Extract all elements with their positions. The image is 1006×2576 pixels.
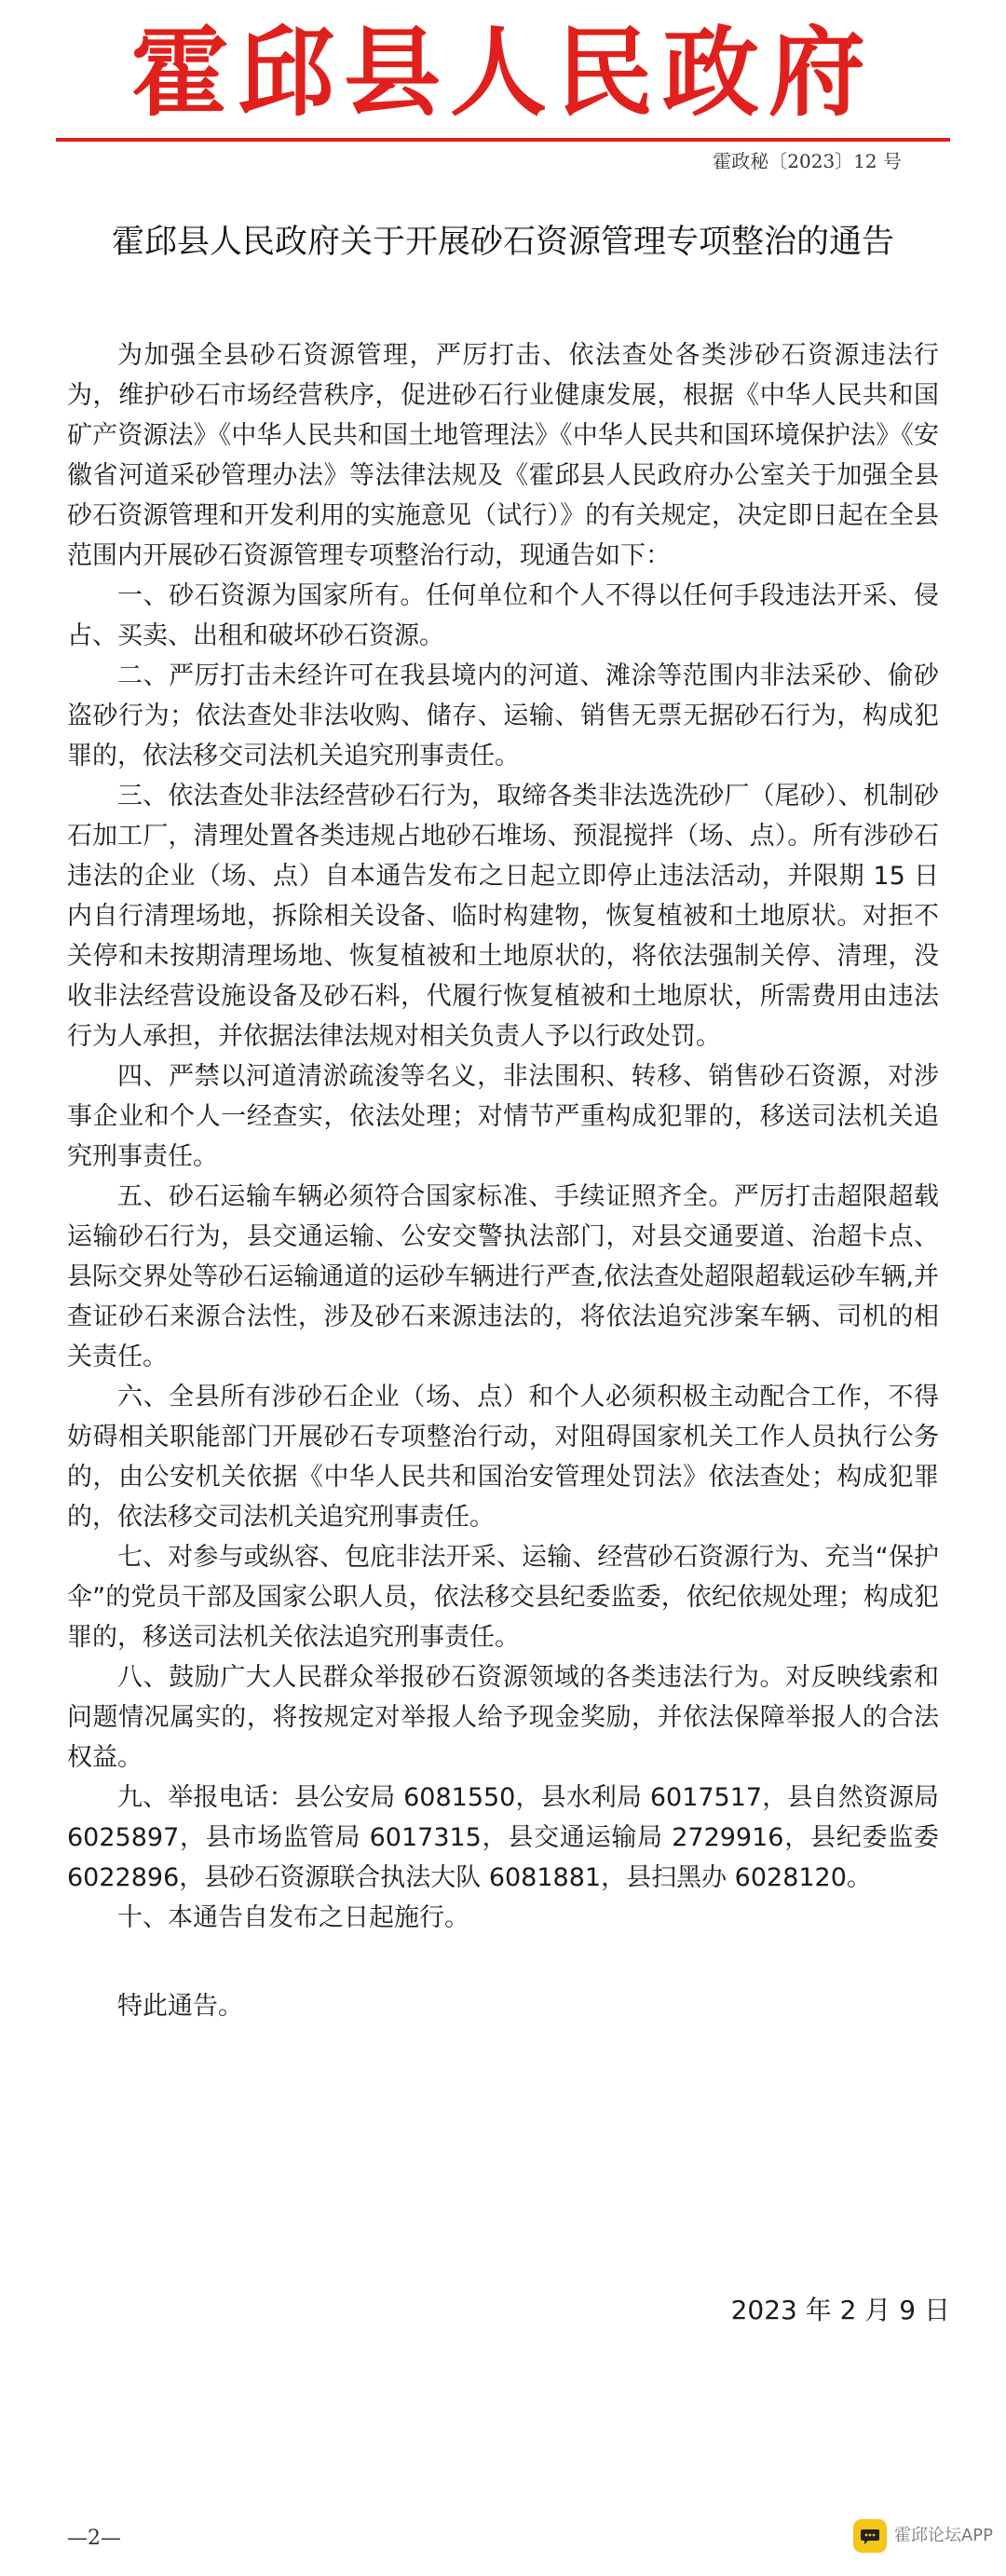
paragraph-item-3: 三、依法查处非法经营砂石行为，取缔各类非法选洗砂厂（尾砂）、机制砂石加工厂，清理处置各类违规占地砂石堆场、预混搅拌（场、点）。所有涉砂石违法的企业（场、点）自本通告发布之日起立即停止违法活动，并限期 15 日内自行清理场地，拆除相关设备、临时构建物，恢复植被和土地原状。对拒不关停和未按期清理场地、恢复植被和土地原状的，将依法强制关停、清理，没收非法经营设施设备及砂石料，代履行恢复植被和土地原状，所需费用由违法行为人承担，并依据法律法规对相关负责人予以行政处罚。	[67, 782, 939, 1051]
paragraph-item-7: 七、对参与或纵容、包庇非法开采、运输、经营砂石资源行为、充当“保护伞”的党员干部及国家公职人员，依法移交县纪委监委，依纪依规处理；构成犯罪的，移送司法机关依法追究刑事责任。	[67, 1543, 939, 1652]
paragraph-item-10: 十、本通告自发布之日起施行。	[117, 1903, 469, 1932]
paragraph-item-9: 九、举报电话：县公安局 6081550，县水利局 6017517，县自然资源局 6025897，县市场监管局 6017315，县交通运输局 2729916，县纪委监委 6022896，县砂石资源联合执法大队 6081881，县扫黑办 6028120。	[67, 1783, 939, 1892]
paragraph-item-2: 二、严厉打击未经许可在我县境内的河道、滩涂等范围内非法采砂、偷砂盗砂行为；依法查处非法收购、储存、运输、销售无票无据砂石行为，构成犯罪的，依法移交司法机关追究刑事责任。	[67, 661, 939, 770]
watermark-text: 霍邱论坛APP	[893, 2526, 993, 2545]
masthead-divider	[56, 138, 950, 142]
page-number: —2—	[67, 2527, 121, 2550]
paragraph-intro: 为加强全县砂石资源管理，严厉打击、依法查处各类涉砂石资源违法行为，维护砂石市场经营秩序，促进砂石行业健康发展，根据《中华人民共和国矿产资源法》《中华人民共和国土地管理法》《中华人民共和国环境保护法》《安徽省河道采砂管理办法》等法律法规及《霍邱县人民政府办公室关于加强全县砂石资源管理和开发利用的实施意见（试行）》的有关规定，决定即日起在全县范围内开展砂石资源管理专项整治行动，现通告如下：	[67, 341, 939, 570]
paragraph-item-5: 五、砂石运输车辆必须符合国家标准、手续证照齐全。严厉打击超限超载运输砂石行为，县交通运输、公安交警执法部门，对县交通要道、治超卡点、县际交界处等砂石运输通道的运砂车辆进行严查,依法查处超限超载运砂车辆,并查证砂石来源合法性，涉及砂石来源违法的，将依法追究涉案车辆、司机的相关责任。	[67, 1182, 939, 1371]
document-body	[67, 335, 939, 2026]
paragraph-item-6: 六、全县所有涉砂石企业（场、点）和个人必须积极主动配合工作，不得妨碍相关职能部门开展砂石专项整治行动，对阻碍国家机关工作人员执行公务的，由公安机关依据《中华人民共和国治安管理处罚法》依法查处；构成犯罪的，依法移交司法机关追究刑事责任。	[67, 1383, 939, 1532]
document-number: 霍政秘〔2023〕12 号	[713, 150, 902, 172]
document-title: 霍邱县人民政府关于开展砂石资源管理专项整治的通告	[111, 224, 894, 261]
masthead-title: 霍邱县人民政府	[130, 15, 875, 129]
watermark-text-block	[894, 2528, 993, 2544]
paragraph-item-4: 四、严禁以河道清淤疏浚等名义，非法围积、转移、销售砂石资源，对涉事企业和个人一经查实，依法处理；对情节严重构成犯罪的，移送司法机关追究刑事责任。	[67, 1062, 939, 1171]
app-watermark	[853, 2519, 993, 2553]
closing-statement: 特此通告。	[117, 1992, 243, 2021]
chat-bubble-icon	[853, 2519, 887, 2553]
issue-date: 2023 年 2 月 9 日	[730, 2295, 950, 2325]
paragraph-item-8: 八、鼓励广大人民群众举报砂石资源领域的各类违法行为。对反映线索和问题情况属实的，将按规定对举报人给予现金奖励，并依法保障举报人的合法权益。	[67, 1663, 939, 1772]
paragraph-item-1: 一、砂石资源为国家所有。任何单位和个人不得以任何手段违法开采、侵占、买卖、出租和破坏砂石资源。	[67, 581, 939, 650]
